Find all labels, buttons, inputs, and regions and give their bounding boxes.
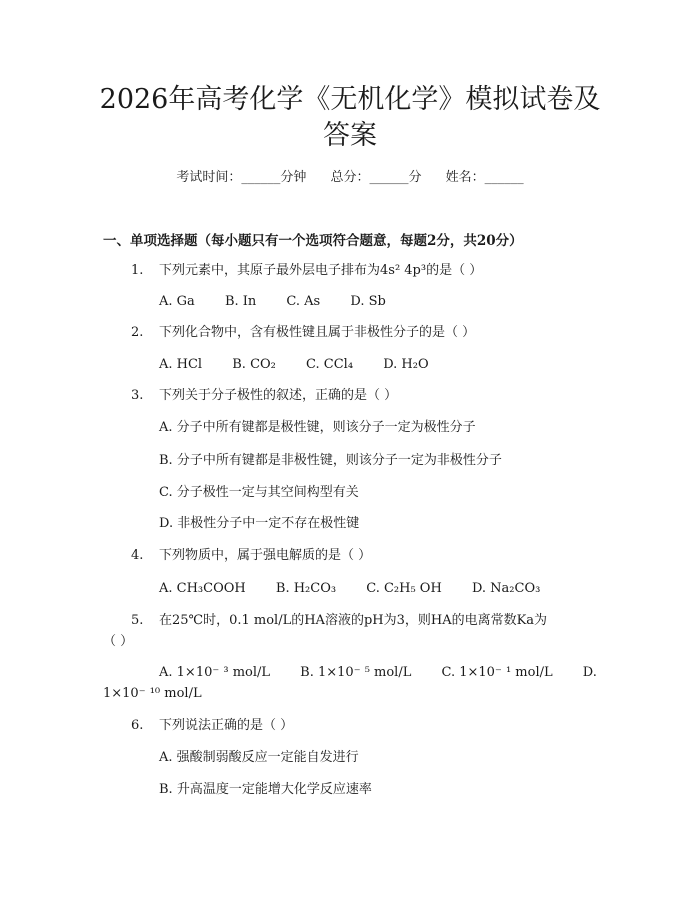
option-a: A. CH₃COOH — [159, 581, 246, 596]
question-stem-continued: （ ） — [103, 634, 134, 649]
option-a: A. HCl — [159, 357, 203, 372]
question-number: 3. — [131, 388, 144, 403]
option-c: C. 1×10⁻ ¹ mol/L — [441, 665, 553, 680]
question-stem: 下列关于分子极性的叙述，正确的是（ ） — [159, 388, 398, 403]
option-b: B. H₂CO₃ — [275, 581, 337, 596]
question-number: 6. — [131, 718, 144, 733]
option-b: B. 分子中所有键都是非极性键，则该分子一定为非极性分子 — [159, 453, 502, 468]
option-d: D. H₂O — [383, 357, 429, 372]
option-d: D. — [582, 665, 597, 680]
option-b: B. In — [224, 294, 257, 309]
question-stem: 在25℃时，0.1 mol/L的HA溶液的pH为3，则HA的电离常数Ka为 — [159, 613, 548, 628]
question-stem: 下列元素中，其原子最外层电子排布为4s² 4p³的是（ ） — [159, 263, 483, 278]
total-score: 总分：______分 — [330, 170, 422, 185]
option-b: B. 升高温度一定能增大化学反应速率 — [159, 782, 372, 797]
question-number: 5. — [131, 613, 144, 628]
option-a: A. Ga — [159, 294, 195, 309]
question-options — [159, 355, 429, 375]
question-number: 4. — [131, 548, 144, 563]
question-options — [159, 663, 597, 683]
option-c: C. C₂H₅ OH — [366, 581, 442, 596]
page-title: 2026年高考化学《无机化学》模拟试卷及答案 — [99, 84, 601, 151]
exam-info — [0, 168, 700, 188]
option-c: C. 分子极性一定与其空间构型有关 — [159, 485, 359, 500]
student-name: 姓名：______ — [445, 170, 524, 185]
option-c: C. CCl₄ — [306, 357, 354, 372]
question-number: 2. — [131, 325, 144, 340]
option-a: A. 1×10⁻ ³ mol/L — [159, 665, 271, 680]
section-heading: 一、单项选择题（每小题只有一个选项符合题意，每题2分，共20分） — [103, 233, 523, 249]
question-options — [159, 579, 540, 599]
question-stem: 下列物质中，属于强电解质的是（ ） — [159, 548, 372, 563]
option-d: D. Sb — [350, 294, 386, 309]
exam-time: 考试时间：______分钟 — [176, 170, 307, 185]
option-a: A. 分子中所有键都是极性键，则该分子一定为极性分子 — [159, 420, 476, 435]
question-stem: 下列说法正确的是（ ） — [159, 718, 294, 733]
option-d: D. Na₂CO₃ — [471, 581, 541, 596]
option-a: A. 强酸制弱酸反应一定能自发进行 — [159, 750, 359, 765]
option-b: B. 1×10⁻ ⁵ mol/L — [300, 665, 412, 680]
question-number: 1. — [131, 263, 144, 278]
option-b: B. CO₂ — [232, 357, 276, 372]
question-options — [159, 292, 386, 312]
option-d: D. 非极性分子中一定不存在极性键 — [159, 516, 360, 531]
question-stem: 下列化合物中，含有极性键且属于非极性分子的是（ ） — [159, 325, 476, 340]
option-c: C. As — [286, 294, 321, 309]
option-d-continued: 1×10⁻ ¹⁰ mol/L — [103, 686, 202, 701]
